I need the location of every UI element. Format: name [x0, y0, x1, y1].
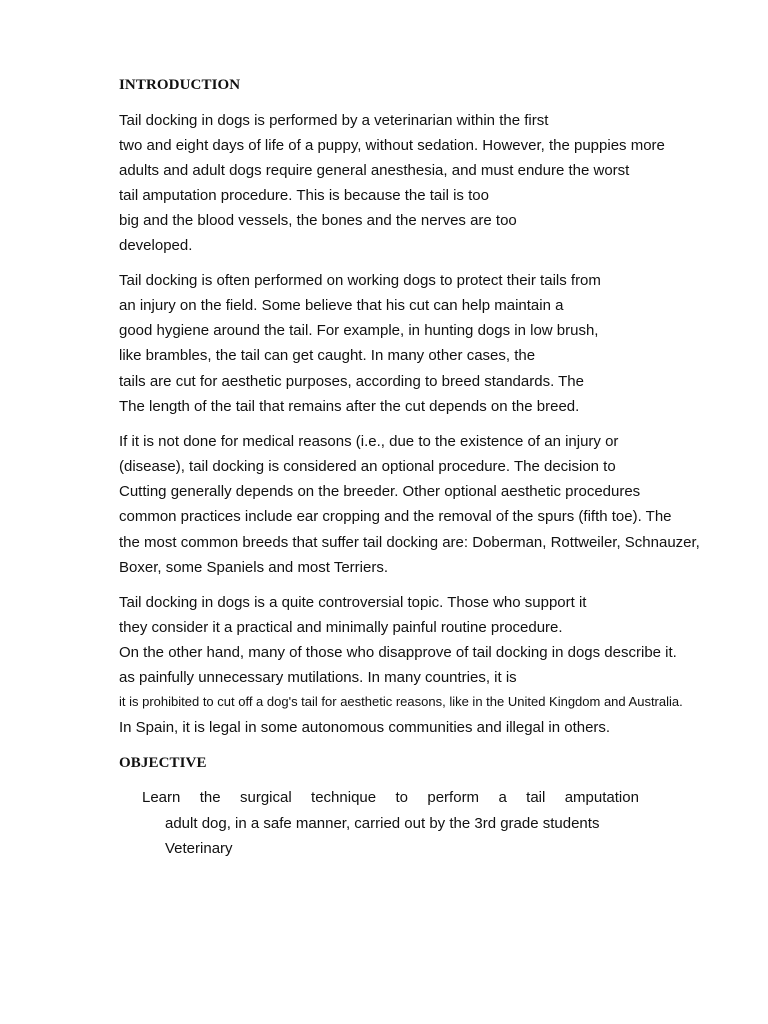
paragraph-line: developed.	[119, 237, 193, 254]
paragraph-line: the most common breeds that suffer tail docking are: Doberman, Rottweiler, Schnauzer,	[119, 534, 700, 551]
paragraph-line: adults and adult dogs require general anesthesia, and must endure the worst	[119, 162, 630, 179]
paragraph-line: common practices include ear cropping and the removal of the spurs (fifth toe). The	[119, 508, 672, 525]
paragraph-line: Tail docking in dogs is a quite controversial topic. Those who support it	[119, 594, 587, 611]
objective-word: to	[395, 789, 408, 806]
objective-word: tail	[526, 789, 546, 806]
objective-word: the	[199, 789, 221, 806]
paragraph-line: as painfully unnecessary mutilations. In many countries, it is	[119, 669, 517, 686]
objective-word: perform	[427, 789, 480, 806]
paragraph-line: it is prohibited to cut off a dog's tail for aesthetic reasons, like in the United Kingdom and Australia.	[119, 694, 683, 709]
paragraph-line: an injury on the field. Some believe that his cut can help maintain a	[119, 297, 564, 314]
paragraph-line: (disease), tail docking is considered an optional procedure. The decision to	[119, 458, 616, 475]
paragraph-line: tail amputation procedure. This is because the tail is too	[119, 187, 489, 204]
objective-heading: OBJECTIVE	[119, 755, 207, 771]
introduction-heading: INTRODUCTION	[119, 77, 241, 93]
objective-word: a	[498, 789, 507, 806]
paragraph-line: If it is not done for medical reasons (i.e., due to the existence of an injury or	[119, 433, 619, 450]
objective-word: technique	[311, 789, 377, 806]
paragraph-line: they consider it a practical and minimally painful routine procedure.	[119, 619, 563, 636]
paragraph-line: big and the blood vessels, the bones and the nerves are too	[119, 212, 517, 229]
paragraph-line: In Spain, it is legal in some autonomous communities and illegal in others.	[119, 719, 611, 736]
paragraph-line: On the other hand, many of those who disapprove of tail docking in dogs describe it.	[119, 644, 677, 661]
objective-line: Veterinary	[165, 840, 233, 857]
paragraph-line: two and eight days of life of a puppy, without sedation. However, the puppies more	[119, 137, 665, 154]
paragraph-line: Boxer, some Spaniels and most Terriers.	[119, 559, 389, 576]
objective-line: adult dog, in a safe manner, carried out by the 3rd grade students	[165, 815, 600, 832]
paragraph-line: The length of the tail that remains after the cut depends on the breed.	[119, 398, 580, 415]
paragraph-line: good hygiene around the tail. For example, in hunting dogs in low brush,	[119, 322, 599, 339]
objective-word: surgical	[239, 789, 292, 806]
objective-word: Learn	[142, 789, 181, 806]
paragraph-line: Cutting generally depends on the breeder. Other optional aesthetic procedures	[119, 483, 641, 500]
objective-first-line	[142, 789, 639, 807]
paragraph-line: Tail docking in dogs is performed by a veterinarian within the first	[119, 112, 549, 129]
objective-word: amputation	[564, 789, 639, 806]
paragraph-line: Tail docking is often performed on working dogs to protect their tails from	[119, 272, 601, 289]
paragraph-line: tails are cut for aesthetic purposes, according to breed standards. The	[119, 373, 584, 390]
paragraph-line: like brambles, the tail can get caught. In many other cases, the	[119, 347, 536, 364]
